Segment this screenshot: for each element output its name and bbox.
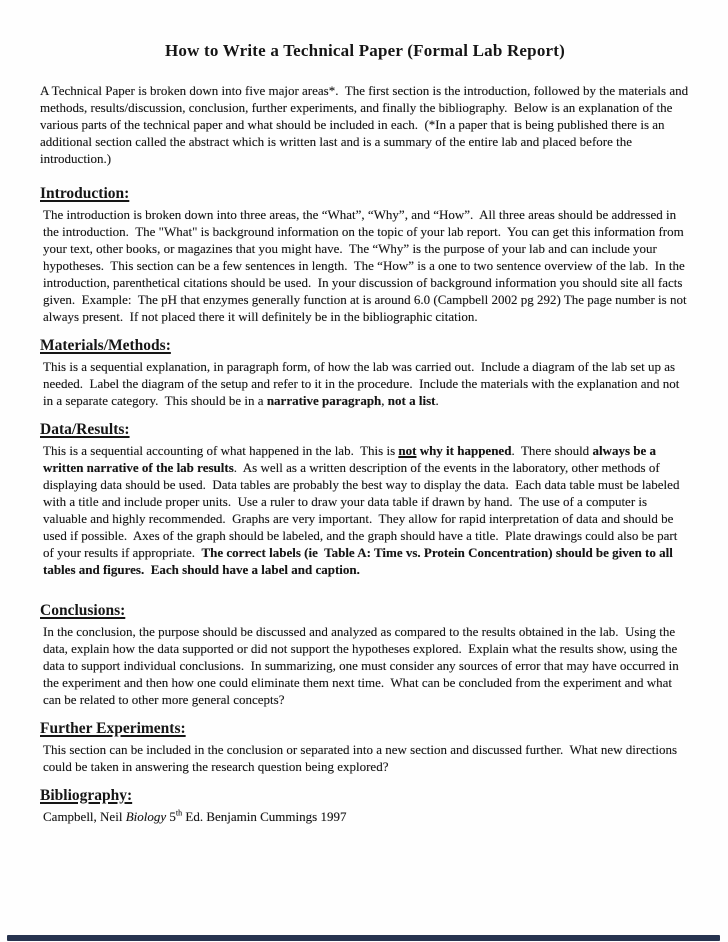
lead-paragraph: A Technical Paper is broken down into five major areas*. The first section is the introduction, followed by the materials and methods, results/discussion, conclusion, further experiments, and finally the bibliography. Below is an explanation of the various parts of the technical paper and what should be included in each. (*In a paper that is being published there is an additional section called the abstract which is written last and is a summary of the entire lab and placed before the introduction.): [40, 83, 692, 166]
section-data-results: [40, 420, 690, 578]
section-introduction: [40, 184, 690, 325]
section-heading-bibliography: Bibliography:: [40, 787, 133, 804]
section-further-experiments: [40, 719, 690, 775]
section-heading-conclusions: Conclusions:: [40, 602, 126, 619]
section-body-conclusions: In the conclusion, the purpose should be discussed and analyzed as compared to the results obtained in the lab. Using the data, explain how the data supported or did not support the hypotheses explored. Explain what the results show, using the data to support individual conclusions. In summarizing, one must consider any sources of error that may have occurred in the experiment and then how one could eliminate them next time. What can be concluded from the experiment and what can be related to other more general concepts?: [43, 624, 682, 707]
section-bibliography: [40, 786, 690, 825]
section-body-further-experiments: This section can be included in the conclusion or separated into a new section and discussed further. What new directions could be taken in answering the research question being explored?: [43, 742, 681, 774]
section-body-data-results: This is a sequential accounting of what happened in the lab. This is not why it happened. There should always be a written narrative of the lab results. As well as a written description of the events in the laboratory, other methods of displaying data should be used. Data tables are probably the best way to display the data. Each data table must be labeled with a title and include proper units. Use a ruler to draw your data table if drawn by hand. The use of a computer is valuable and highly recommended. Graphs are very important. They allow for rapid interpretation of data and should be used if possible. Axes of the graph should be labeled, and the graph should have a title. Plate drawings could also be part of your results if appropriate. The correct labels (ie Table A: Time vs. Protein Concentration) should be given to all tables and figures. Each should have a label and caption.: [43, 443, 683, 577]
document-title: How to Write a Technical Paper (Formal Lab Report): [164, 41, 566, 60]
section-heading-introduction: Introduction:: [40, 185, 130, 202]
section-body-materials-methods: This is a sequential explanation, in paragraph form, of how the lab was carried out. Include a diagram of the lab set up as needed. Label the diagram of the setup and refer to it in the procedure. Include the materials with the explanation and not in a separate category. This should be in a narrative paragraph, not a list.: [43, 359, 683, 408]
section-materials-methods: [40, 336, 690, 409]
section-heading-further-experiments: Further Experiments:: [40, 720, 186, 737]
scan-edge-bar: [7, 935, 720, 941]
section-conclusions: [40, 601, 690, 708]
section-heading-data-results: Data/Results:: [40, 421, 130, 438]
section-body-introduction: The introduction is broken down into three areas, the “What”, “Why”, and “How”. All three areas should be addressed in the introduction. The "What" is background information on the topic of your lab report. You can get this information from your text, other books, or magazines that you might have. The “Why” is the purpose of your lab and can include your hypotheses. This section can be a few sentences in length. The “How” is a one to two sentence overview of the lab. In the introduction, parenthetical citations should be used. In your discussion of background information you should site all facts given. Example: The pH that enzymes generally function at is around 6.0 (Campbell 2002 pg 292) The page number is not always present. If not placed there it will definitely be in the bibliographic citation.: [43, 207, 690, 324]
bibliography-entry: Campbell, Neil Biology 5th Ed. Benjamin Cummings 1997: [43, 808, 347, 824]
section-heading-materials-methods: Materials/Methods:: [40, 337, 171, 354]
